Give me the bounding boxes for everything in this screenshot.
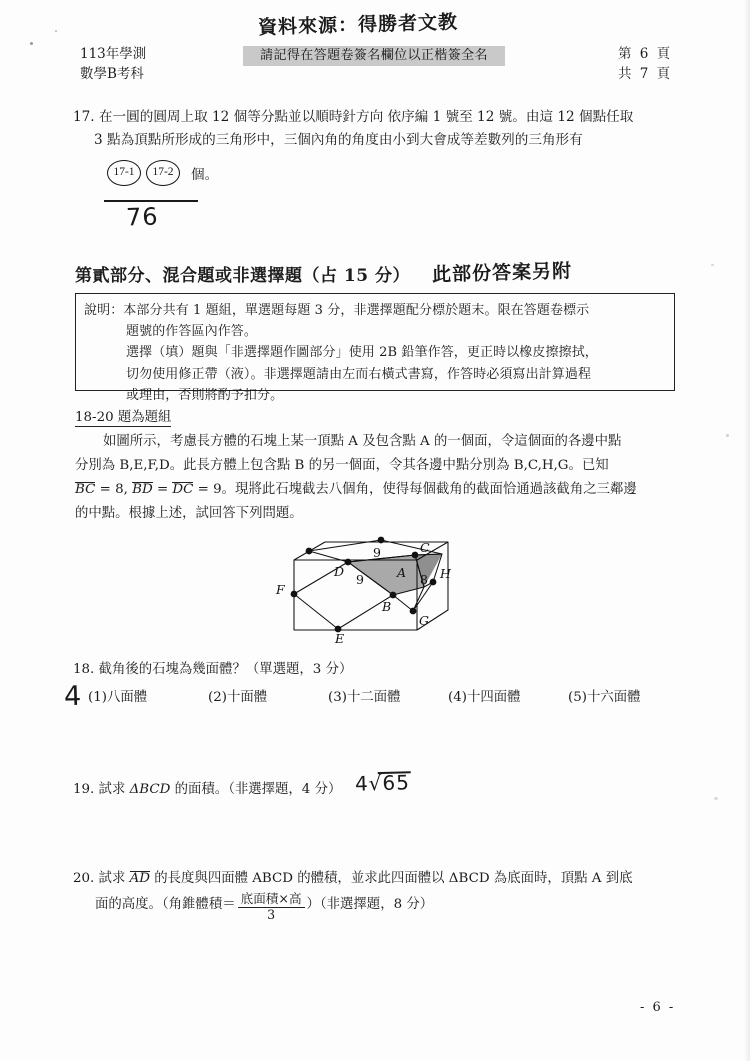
- question-17-unit: 個。: [191, 167, 219, 183]
- scan-speck: [714, 797, 718, 800]
- instruction-line-2: 題號的作答區內作答。: [126, 324, 258, 340]
- figure-label-G: G: [419, 613, 429, 628]
- handwritten-part2-note: 此部份答案另附: [431, 260, 573, 286]
- vertex-top-mid: [378, 537, 385, 544]
- page-current: 第 6 頁: [618, 46, 673, 62]
- instruction-line-1: 說明：本部分共有 1 題組，單選題每題 3 分，非選擇題配分標於題末。限在答題卷標示: [84, 303, 590, 318]
- question-20-mid: 的長度與四面體 ABCD 的體積，並求此四面體以 ΔBCD 為底面時，頂點 A 到底: [150, 871, 633, 886]
- figure-value-right: 8: [420, 572, 428, 587]
- exam-title-line1: 113年學測: [80, 46, 147, 62]
- figure-label-A: A: [397, 565, 407, 580]
- group-passage-line4: 的中點。根據上述，試回答下列問題。: [75, 506, 303, 521]
- question-20: [73, 866, 693, 923]
- instruction-box: [75, 293, 675, 403]
- group-passage: [75, 430, 690, 526]
- question-19-pre: 19. 試求: [73, 782, 130, 797]
- question-20-formula-post: ）（非選擇題，8 分）: [306, 897, 434, 912]
- handwritten-underline: [104, 200, 198, 202]
- question-17-blanks: [107, 160, 218, 186]
- group-eq3: = 9。現將此石塊截去八個角，使得每個截角的截面恰通過該截角之三鄰邊: [193, 482, 637, 497]
- option-1[interactable]: (1)八面體: [88, 690, 148, 705]
- instruction-line-5: 或理由，否則將酌予扣分。: [126, 387, 284, 403]
- group-eq2: =: [152, 482, 173, 497]
- instruction-line-3: 選擇（填）題與「非選擇題作圖部分」使用 2B 鉛筆作答，更正時以橡皮擦擦拭，: [126, 345, 598, 361]
- question-17-line2: 3 點為頂點所形成的三角形中，三個內角的角度由小到大會成等差數列的三角形有: [94, 132, 583, 148]
- vertex-D: [345, 559, 352, 566]
- group-passage-line1: 如圖所示，考慮長方體的石塊上某一頂點 A 及包含點 A 的一個面，令這個面的各邊中點: [103, 434, 622, 449]
- page-total: 共 7 頁: [618, 66, 673, 82]
- cone-volume-fraction: [238, 892, 305, 923]
- handwritten-source-note: 資料來源：得勝者文教: [257, 11, 459, 39]
- figure-label-F: F: [276, 582, 285, 597]
- vertex-F: [291, 591, 298, 598]
- scan-speck: [711, 264, 714, 266]
- page-indicator: [618, 44, 672, 84]
- group-passage-line2: 分別為 B,E,F,D。此長方體上包含點 B 的另一個面，令其各邊中點分別為 B,C,H,G。已知: [75, 458, 609, 473]
- vertex-C: [412, 552, 419, 559]
- vertex-G: [410, 608, 417, 615]
- question-17: [73, 106, 693, 152]
- figure-svg: [272, 532, 502, 644]
- scan-speck: [30, 42, 33, 45]
- scan-speck: [55, 30, 57, 32]
- option-5[interactable]: (5)十六面體: [568, 690, 641, 705]
- option-3[interactable]: (3)十二面體: [328, 690, 401, 705]
- handwritten-answer-18: 4: [63, 680, 83, 713]
- segment-bc: BC: [75, 482, 96, 497]
- segment-ad: AD: [129, 871, 151, 886]
- handwritten-answer-19: [355, 770, 411, 796]
- question-20-formula-pre: 面的高度。（角錐體積＝: [95, 897, 236, 912]
- vertex-H: [430, 579, 437, 586]
- option-4[interactable]: (4)十四面體: [448, 690, 521, 705]
- group-eq1: = 8,: [95, 482, 133, 497]
- question-19-post: 的面積。（非選擇題，4 分）: [170, 782, 342, 797]
- fraction-numerator: 底面積×高: [240, 891, 302, 907]
- radicand: 65: [382, 770, 411, 795]
- blank-17-2[interactable]: 17-2: [146, 160, 180, 186]
- question-19-stem: [73, 778, 341, 797]
- question-18-stem: 18. 截角後的石塊為幾面體？（單選題，3 分）: [73, 662, 353, 677]
- figure-label-D: D: [334, 564, 345, 579]
- part-2-heading: 第貳部分、混合題或非選擇題（占 15 分）: [75, 266, 410, 286]
- segment-dc: DC: [172, 482, 194, 497]
- figure-value-left: 9: [356, 572, 364, 587]
- figure-label-H: H: [440, 566, 451, 581]
- question-18-options: [88, 686, 688, 705]
- blank-17-1[interactable]: 17-1: [107, 160, 141, 186]
- question-20-pre: 20. 試求: [73, 871, 130, 886]
- handwritten-answer-17: 76: [125, 202, 159, 232]
- exam-title: [80, 44, 146, 84]
- vertex-top-left: [306, 548, 313, 555]
- group-passage-line3: [75, 478, 690, 502]
- solid-geometry-figure: [272, 532, 502, 644]
- question-17-line1: 17. 在一圓的圓周上取 12 個等分點並以順時針方向 依序編 1 號至 12 號。由這 12 個點任取: [73, 109, 634, 125]
- figure-label-B: B: [382, 599, 392, 614]
- page-footer: - 6 -: [640, 1000, 676, 1015]
- fraction-denominator: 3: [238, 907, 305, 923]
- figure-label-E: E: [335, 631, 345, 644]
- group-title: 18-20 題為題組: [75, 406, 171, 427]
- vertex-B: [390, 592, 397, 599]
- option-2[interactable]: (2)十面體: [208, 690, 268, 705]
- radical-sign: √65: [368, 770, 411, 796]
- figure-label-C: C: [420, 540, 430, 555]
- signature-notice-banner: 請記得在答題卷簽名欄位以正楷簽全名: [243, 46, 505, 66]
- question-20-line2: [95, 892, 693, 923]
- segment-bd: BD: [132, 482, 153, 497]
- exam-title-line2: 數學B考科: [80, 66, 144, 82]
- question-19-triangle: ΔBCD: [129, 782, 171, 797]
- question-20-line1: [73, 866, 693, 892]
- figure-value-top: 9: [373, 545, 381, 560]
- page-edge-shadow: [744, 0, 750, 1061]
- instruction-line-4: 切勿使用修正帶（液）。非選擇題請由左而右橫式書寫，作答時必須寫出計算過程: [126, 366, 592, 382]
- handwritten-coefficient: 4: [354, 771, 370, 796]
- scan-speck: [726, 434, 729, 437]
